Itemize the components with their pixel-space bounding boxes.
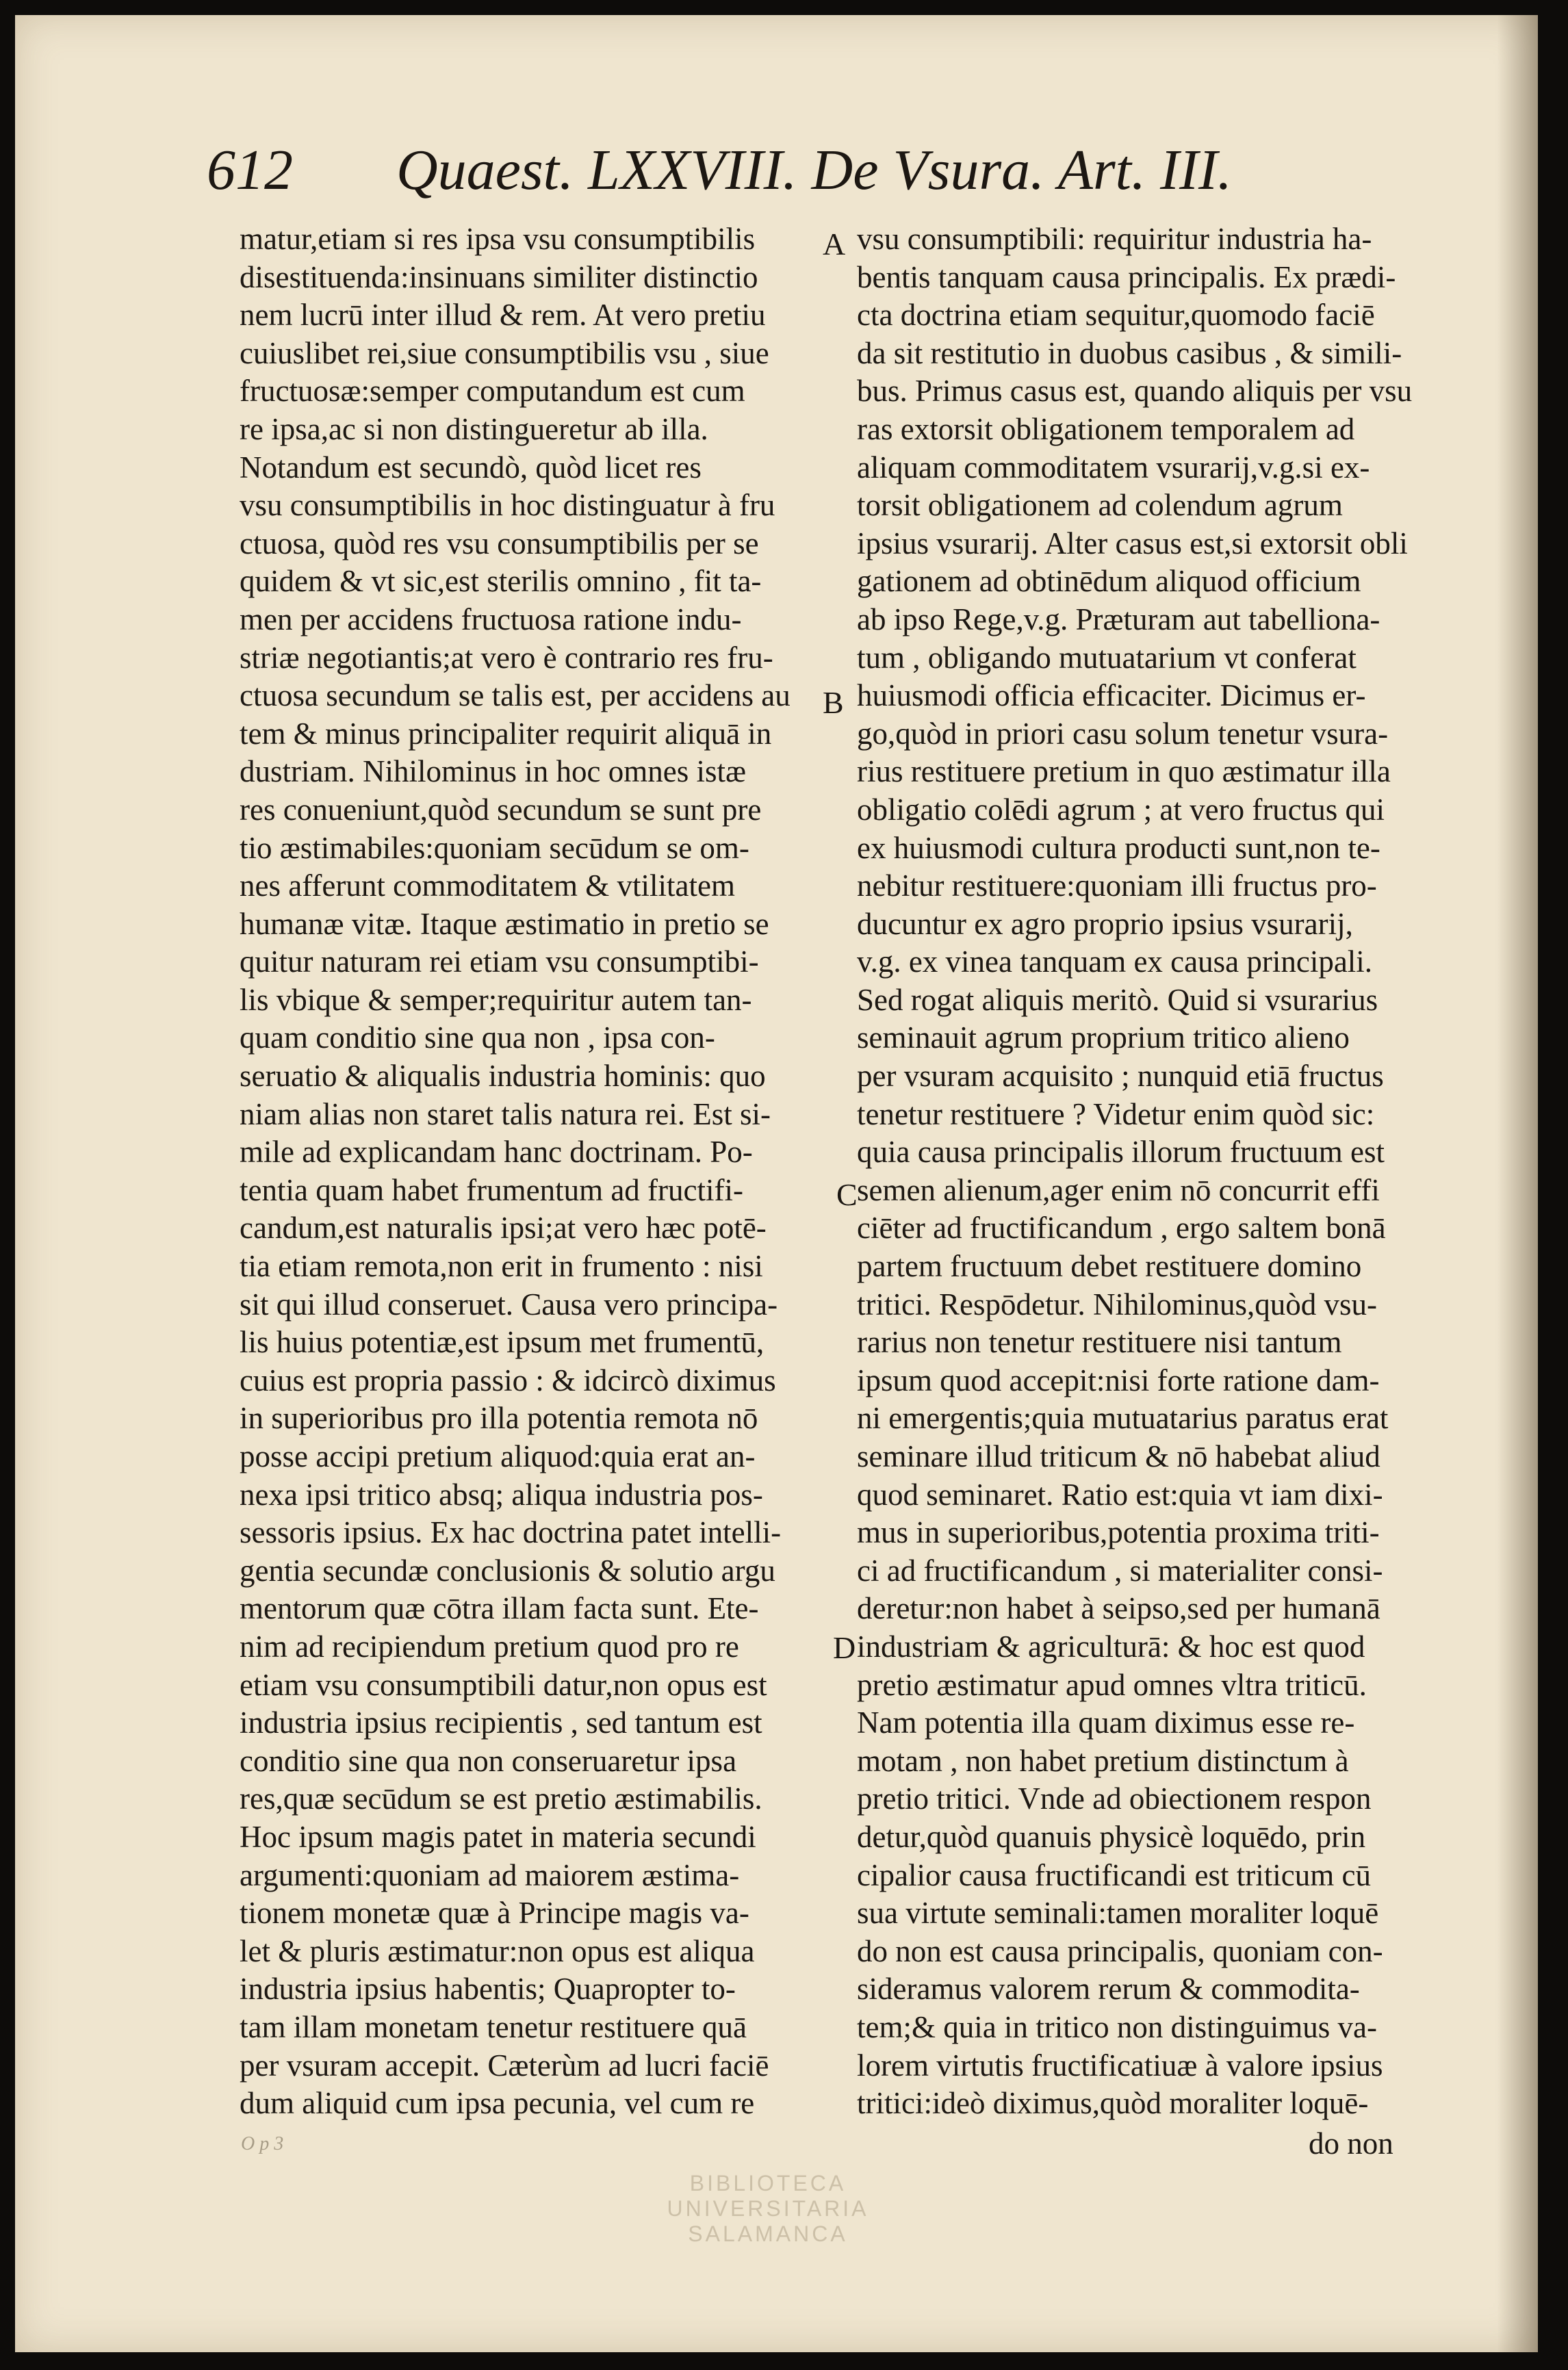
left-column-line: cuiuslibet rei,siue consumptibilis vsu , siue <box>240 335 769 370</box>
right-column-line: sua virtute seminali:tamen moraliter loquē <box>857 1896 1379 1931</box>
left-column-line: dustriam. Nihilominus in hoc omnes istæ <box>240 754 746 789</box>
left-column-line: lis huius potentiæ,est ipsum met frumentū, <box>240 1325 764 1360</box>
left-column-line: candum,est naturalis ipsi;at vero hæc potē- <box>240 1211 767 1246</box>
left-column-line: industria ipsius habentis; Quapropter to- <box>240 1972 736 2007</box>
left-column-line: tentia quam habet frumentum ad fructifi- <box>240 1172 743 1207</box>
right-column-line: bus. Primus casus est, quando aliquis per vsu <box>857 374 1413 409</box>
library-stamp <box>576 2171 960 2247</box>
right-column-line: obligatio colēdi agrum ; at vero fructus qui <box>857 792 1385 827</box>
left-column-line: posse accipi pretium aliquod:quia erat an- <box>240 1439 756 1473</box>
left-column-line: tio æstimabiles:quoniam secūdum se om- <box>240 830 749 865</box>
right-column-line: tum , obligando mutuatarium vt conferat <box>857 640 1357 675</box>
left-column-line: dum aliquid cum ipsa pecunia, vel cum re <box>240 2086 755 2121</box>
left-column-line: quitur naturam rei etiam vsu consumptibi- <box>240 944 759 979</box>
right-column-line: do non est causa principalis, quoniam con- <box>857 1933 1383 1968</box>
left-column-text <box>240 220 852 2123</box>
left-column-line: tam illam monetam tenetur restituere quā <box>240 2009 747 2044</box>
page-number: 612 <box>207 138 293 202</box>
running-header <box>207 137 1232 203</box>
right-column-line: ipsius vsurarij. Alter casus est,si extorsit obli <box>857 526 1408 561</box>
right-column-line: rius restituere pretium in quo æstimatur illa <box>857 754 1391 789</box>
right-column-line: detur,quòd quanuis physicè loquēdo, prin <box>857 1819 1366 1854</box>
page-binding-shadow <box>1497 15 1538 2352</box>
left-column-line: matur,etiam si res ipsa vsu consumptibilis <box>240 222 756 256</box>
right-column-line: tenetur restituere ? Videtur enim quòd sic: <box>857 1096 1375 1131</box>
left-column-line: nim ad recipiendum pretium quod pro re <box>240 1629 739 1664</box>
pencil-note: O p 3 <box>241 2133 284 2154</box>
left-column-line: disestituenda:insinuans similiter distinctio <box>240 259 758 294</box>
right-column-line: ex huiusmodi cultura producti sunt,non te- <box>857 830 1380 865</box>
left-column-line: etiam vsu consumptibili datur,non opus est <box>240 1667 767 1702</box>
left-column-line: argumenti:quoniam ad maiorem æstima- <box>240 1857 740 1892</box>
right-column-line: tem;& quia in tritico non distinguimus va- <box>857 2009 1377 2044</box>
right-column-line: huiusmodi officia efficaciter. Dicimus er- <box>857 678 1366 713</box>
right-column-line: ras extorsit obligationem temporalem ad <box>857 411 1355 446</box>
right-column-text <box>857 220 1469 2123</box>
right-column-line: da sit restitutio in duobus casibus , & simili- <box>857 335 1402 370</box>
stamp-line: SALAMANCA <box>688 2221 848 2246</box>
right-column-line: ciēter ad fructificandum , ergo saltem bonā <box>857 1211 1386 1246</box>
left-column-line: res conueniunt,quòd secundum se sunt pre <box>240 792 762 827</box>
catchword: do non <box>1309 2126 1393 2161</box>
stamp-line: BIBLIOTECA <box>689 2171 847 2195</box>
right-column-line: vsu consumptibili: requiritur industria ha- <box>857 222 1372 256</box>
right-column-line: rarius non tenetur restituere nisi tantum <box>857 1325 1342 1360</box>
right-column-line: per vsuram acquisito ; nunquid etiā fructus <box>857 1059 1384 1094</box>
right-column-line: semen alienum,ager enim nō concurrit effi <box>857 1172 1380 1207</box>
right-column-line: sideramus valorem rerum & commodita- <box>857 1972 1360 2007</box>
left-column-line: sessoris ipsius. Ex hac doctrina patet intelli- <box>240 1515 782 1550</box>
right-column-line: pretio æstimatur apud omnes vltra triticū. <box>857 1667 1367 1702</box>
left-column-line: nem lucrū inter illud & rem. At vero pretiu <box>240 298 766 333</box>
left-column-line: seruatio & aliqualis industria hominis: quo <box>240 1059 766 1094</box>
left-column-line: fructuosæ:semper computandum est cum <box>240 374 745 409</box>
right-column-line: aliquam commoditatem vsurarij,v.g.si ex- <box>857 450 1370 485</box>
left-column-line: tionem monetæ quæ à Principe magis va- <box>240 1896 749 1931</box>
right-column-line: cta doctrina etiam sequitur,quomodo faciē <box>857 298 1375 333</box>
left-column-line: lis vbique & semper;requiritur autem tan- <box>240 982 752 1017</box>
left-column-line: niam alias non staret talis natura rei. Est si- <box>240 1096 771 1131</box>
margin-marker-c: C <box>836 1177 858 1212</box>
margin-marker-a: A <box>823 227 846 261</box>
right-column-line: motam , non habet pretium distinctum à <box>857 1743 1349 1778</box>
right-column-line: ipsum quod accepit:nisi forte ratione dam- <box>857 1363 1380 1397</box>
left-column-line: per vsuram accepit. Cæterùm ad lucri faciē <box>240 2048 769 2083</box>
left-column-line: ctuosa secundum se talis est, per accidens au <box>240 678 791 713</box>
left-column-line: industria ipsius recipientis , sed tantum est <box>240 1705 762 1740</box>
right-column-line: ab ipso Rege,v.g. Præturam aut tabelliona- <box>857 602 1380 636</box>
left-column-line: conditio sine qua non conseruaretur ipsa <box>240 1743 737 1778</box>
left-column-line: men per accidens fructuosa ratione indu- <box>240 602 742 636</box>
left-column-line: Hoc ipsum magis patet in materia secundi <box>240 1819 756 1854</box>
book-page <box>15 15 1538 2352</box>
left-column-line: Notandum est secundò, quòd licet res <box>240 450 702 485</box>
left-column-line: in superioribus pro illa potentia remota nō <box>240 1401 758 1436</box>
left-column-line: mentorum quæ cōtra illam facta sunt. Ete- <box>240 1591 759 1626</box>
running-title: Quaest. LXXVIII. De Vsura. Art. III. <box>396 138 1232 202</box>
right-column-line: tritici. Respōdetur. Nihilominus,quòd vsu- <box>857 1287 1377 1322</box>
right-column-line: Sed rogat aliquis meritò. Quid si vsurarius <box>857 982 1378 1017</box>
right-column-line: gationem ad obtinēdum aliquod officium <box>857 564 1361 599</box>
right-column-line: seminare illud triticum & nō habebat aliud <box>857 1439 1380 1473</box>
right-column-line: v.g. ex vinea tanquam ex causa principali. <box>857 944 1373 979</box>
left-column-line: res,quæ secūdum se est pretio æstimabilis. <box>240 1781 762 1816</box>
right-column-line: quod seminaret. Ratio est:quia vt iam dixi- <box>857 1477 1383 1512</box>
left-column-line: nes afferunt commoditatem & vtilitatem <box>240 868 735 903</box>
right-column-line: go,quòd in priori casu solum tenetur vsura- <box>857 716 1389 751</box>
margin-marker-d: D <box>833 1630 856 1665</box>
left-column-line: re ipsa,ac si non distingueretur ab illa. <box>240 411 708 446</box>
left-column-line: sit qui illud conseruet. Causa vero principa- <box>240 1287 778 1322</box>
right-column-line: Nam potentia illa quam diximus esse re- <box>857 1705 1355 1740</box>
right-column-line: tritici:ideò diximus,quòd moraliter loquē- <box>857 2086 1369 2121</box>
left-column-line: nexa ipsi tritico absq; aliqua industria pos- <box>240 1477 763 1512</box>
left-column-line: mile ad explicandam hanc doctrinam. Po- <box>240 1135 753 1170</box>
right-column-line: lorem virtutis fructificatiuæ à valore ipsius <box>857 2048 1383 2083</box>
right-column-line: deretur:non habet à seipso,sed per humanā <box>857 1591 1380 1626</box>
right-column-line: seminauit agrum proprium tritico alieno <box>857 1020 1350 1055</box>
left-column-line: ctuosa, quòd res vsu consumptibilis per se <box>240 526 759 561</box>
right-column-line: ni emergentis;quia mutuatarius paratus erat <box>857 1401 1389 1436</box>
left-column-line: cuius est propria passio : & idcircò diximus <box>240 1363 776 1397</box>
left-column-line: let & pluris æstimatur:non opus est aliqua <box>240 1933 755 1968</box>
right-column-line: ducuntur ex agro proprio ipsius vsurarij, <box>857 906 1353 941</box>
right-column-line: mus in superioribus,potentia proxima triti- <box>857 1515 1380 1550</box>
right-column-line: quia causa principalis illorum fructuum est <box>857 1135 1385 1170</box>
left-column-line: tia etiam remota,non erit in frumento : nisi <box>240 1249 763 1284</box>
right-column-line: bentis tanquam causa principalis. Ex prædi- <box>857 259 1396 294</box>
left-column-line: humanæ vitæ. Itaque æstimatio in pretio se <box>240 906 769 941</box>
right-column-line: industriam & agriculturā: & hoc est quod <box>857 1629 1365 1664</box>
margin-marker-b: B <box>823 685 844 720</box>
right-column-line: pretio tritici. Vnde ad obiectionem respon <box>857 1781 1372 1816</box>
right-column-line: nebitur restituere:quoniam illi fructus pro- <box>857 868 1377 903</box>
left-column <box>240 220 852 2123</box>
left-column-line: vsu consumptibilis in hoc distinguatur à fru <box>240 488 775 523</box>
right-column-line: cipalior causa fructificandi est triticum cū <box>857 1857 1371 1892</box>
left-column-line: gentia secundæ conclusionis & solutio argu <box>240 1553 775 1588</box>
right-column-line: ci ad fructificandum , si materialiter consi- <box>857 1553 1383 1588</box>
left-column-line: striæ negotiantis;at vero è contrario res fru- <box>240 640 773 675</box>
left-column-line: tem & minus principaliter requirit aliquā in <box>240 716 772 751</box>
left-column-line: quidem & vt sic,est sterilis omnino , fit ta- <box>240 564 762 599</box>
left-column-line: quam conditio sine qua non , ipsa con- <box>240 1020 715 1055</box>
right-column <box>857 220 1469 2123</box>
stamp-line: UNIVERSITARIA <box>667 2196 869 2221</box>
right-column-line: partem fructuum debet restituere domino <box>857 1249 1362 1284</box>
right-column-line: torsit obligationem ad colendum agrum <box>857 488 1343 523</box>
